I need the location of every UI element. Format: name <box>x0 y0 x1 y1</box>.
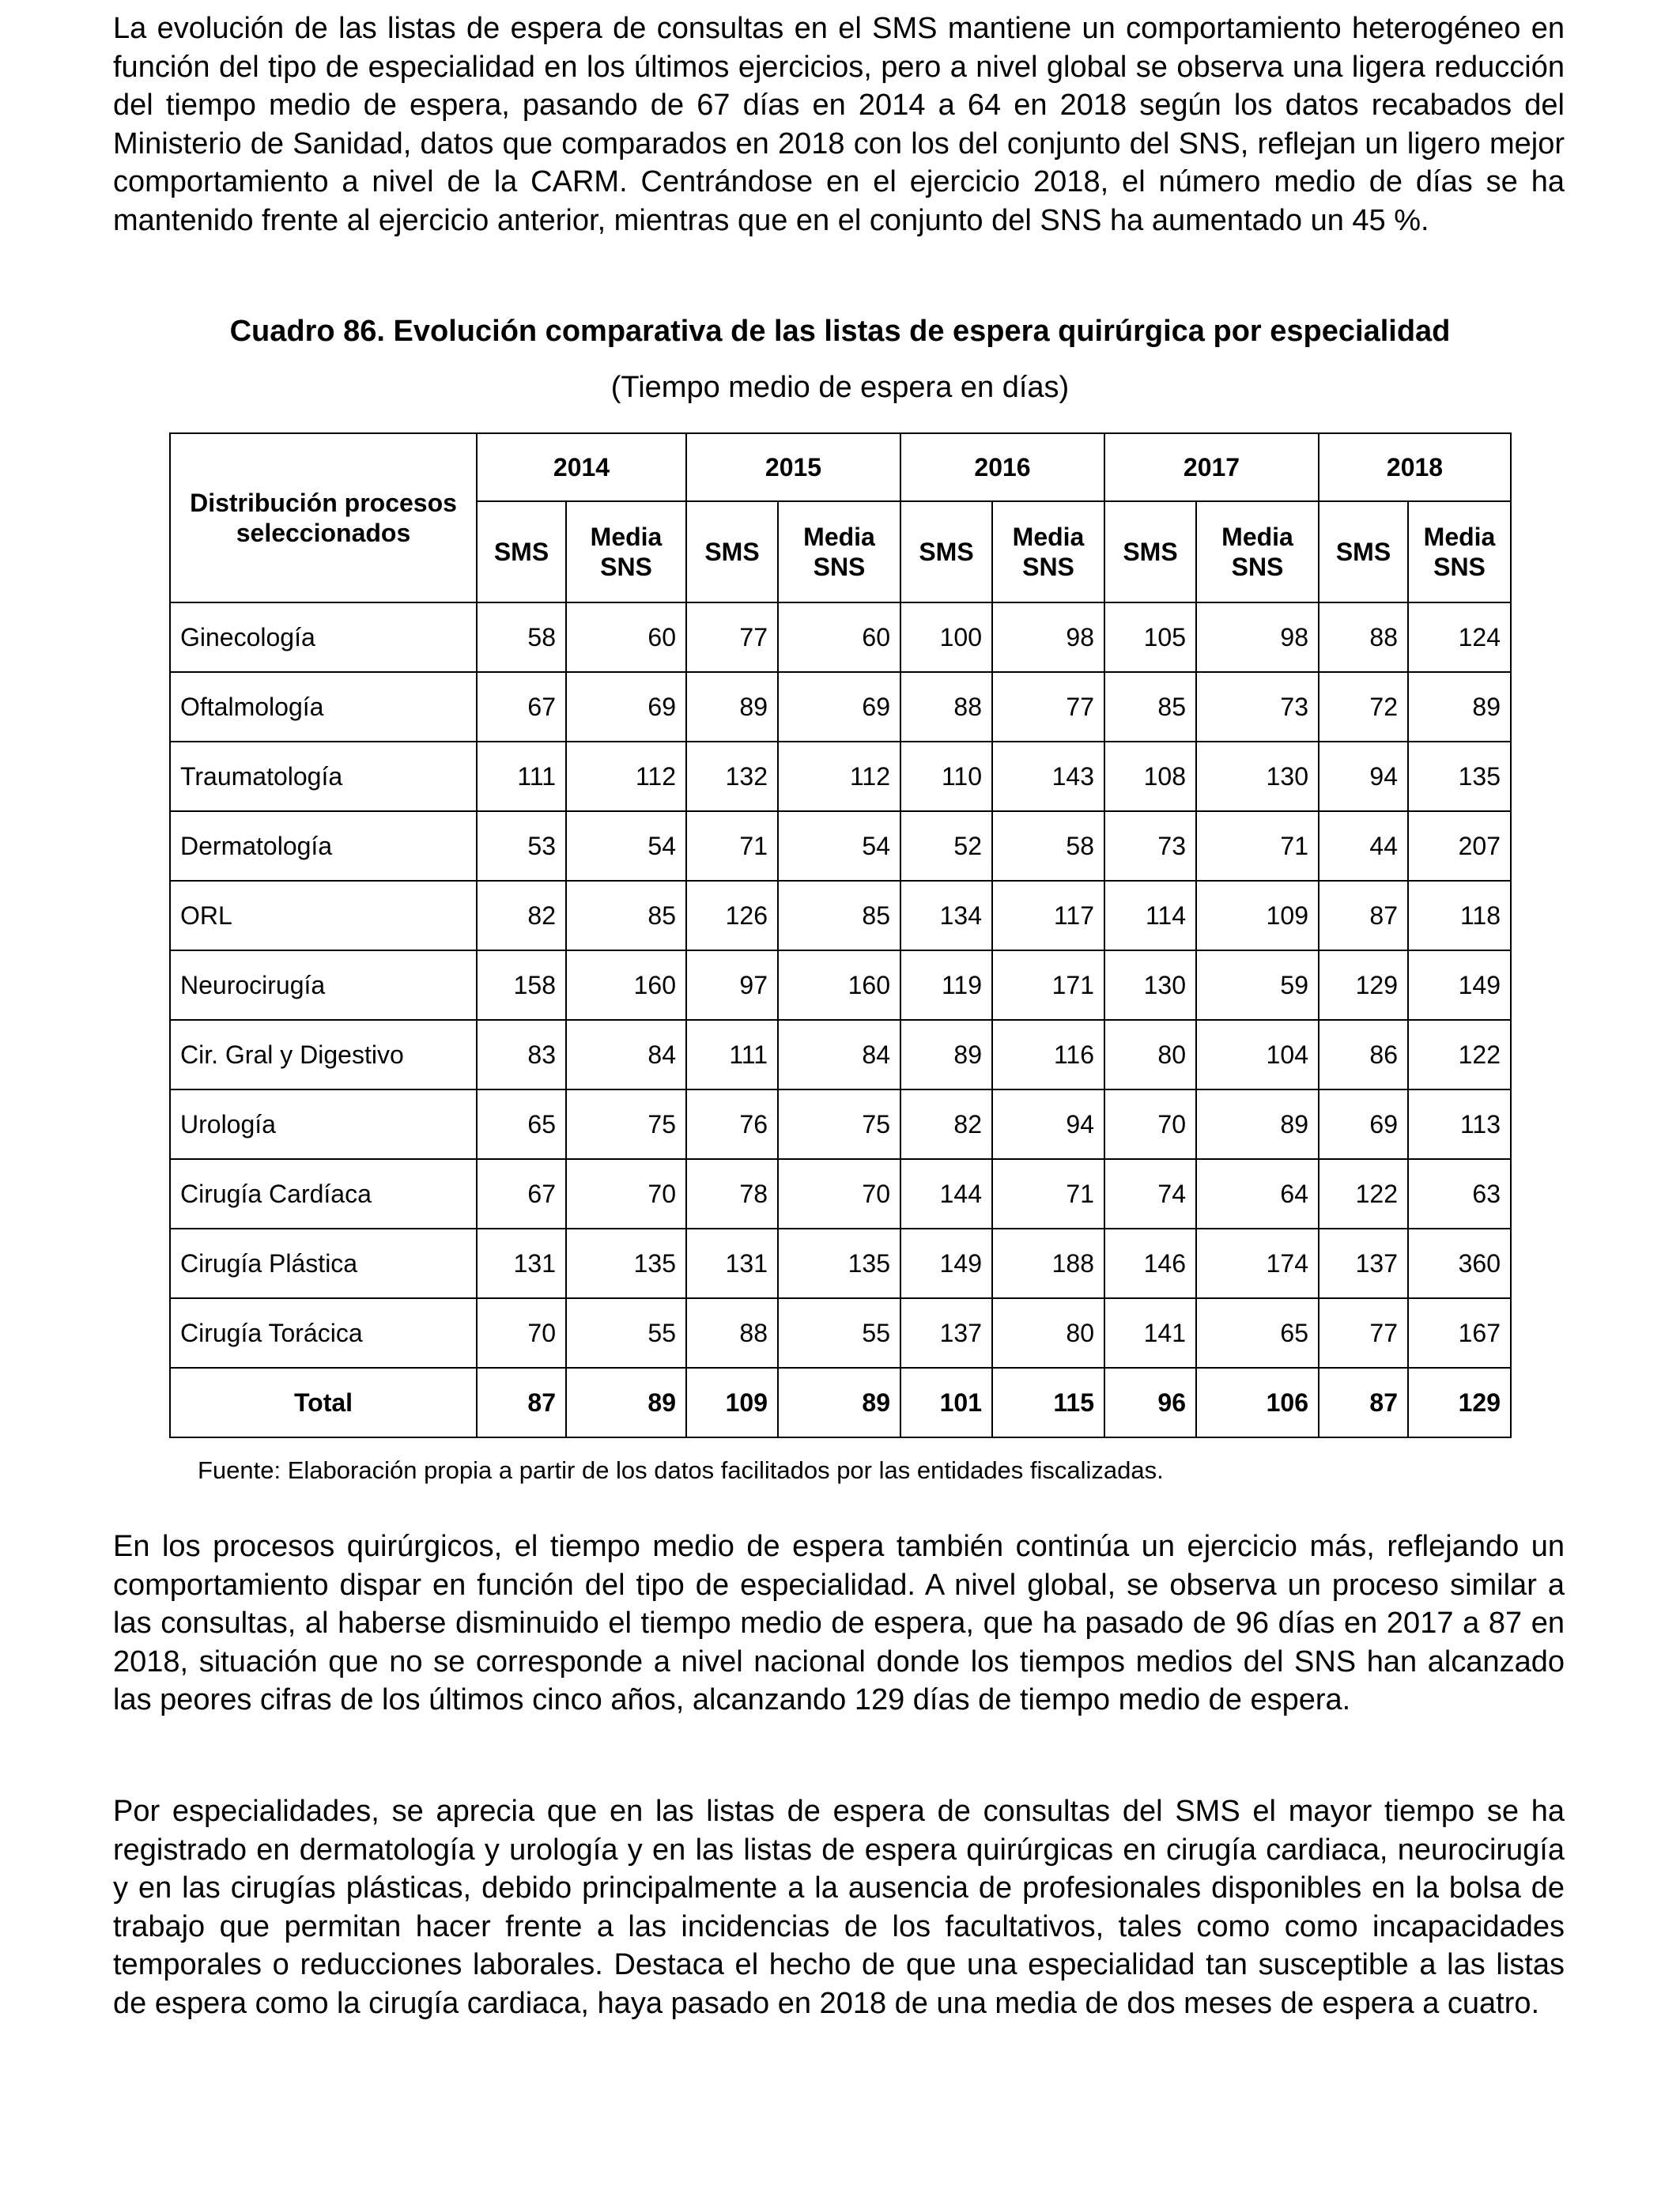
table-cell: 130 <box>1104 950 1196 1020</box>
table-cell: 167 <box>1408 1298 1511 1368</box>
table-cell: 174 <box>1196 1229 1319 1298</box>
year-header: 2016 <box>900 433 1104 501</box>
table-cell: 67 <box>477 672 566 742</box>
table-cell: 129 <box>1319 950 1408 1020</box>
table-cell: 89 <box>1408 672 1511 742</box>
source-note: Fuente: Elaboración propia a partir de los datos facilitados por las entidades fiscalizadas. <box>198 1456 1164 1484</box>
table-cell: 110 <box>900 742 992 811</box>
table-cell: 115 <box>992 1368 1104 1437</box>
year-header: 2015 <box>686 433 900 501</box>
table-cell: 78 <box>686 1159 778 1229</box>
table-cell: 89 <box>566 1368 686 1437</box>
table-cell: 71 <box>1196 811 1319 881</box>
table-cell: 122 <box>1408 1020 1511 1089</box>
table-row <box>170 1020 1511 1089</box>
table-cell: 70 <box>477 1298 566 1368</box>
table-cell: 207 <box>1408 811 1511 881</box>
table-row <box>170 950 1511 1020</box>
table-cell: 137 <box>1319 1229 1408 1298</box>
table-cell: 85 <box>778 881 900 950</box>
table-cell: 118 <box>1408 881 1511 950</box>
table-cell: 112 <box>778 742 900 811</box>
table-cell: 87 <box>1319 881 1408 950</box>
table-cell: 70 <box>778 1159 900 1229</box>
table-cell: 70 <box>566 1159 686 1229</box>
table-cell: 74 <box>1104 1159 1196 1229</box>
row-label: Traumatología <box>170 742 477 811</box>
table-cell: 75 <box>566 1089 686 1159</box>
row-label: Cirugía Cardíaca <box>170 1159 477 1229</box>
table-cell: 60 <box>778 602 900 672</box>
table-cell: 85 <box>1104 672 1196 742</box>
table-row <box>170 1229 1511 1298</box>
media-sns-subheader: Media SNS <box>778 501 900 602</box>
table-cell: 113 <box>1408 1089 1511 1159</box>
table-cell: 131 <box>686 1229 778 1298</box>
table-cell: 88 <box>1319 602 1408 672</box>
table-cell: 104 <box>1196 1020 1319 1089</box>
sms-subheader: SMS <box>1104 501 1196 602</box>
media-sns-subheader: Media SNS <box>992 501 1104 602</box>
year-header: 2018 <box>1319 433 1511 501</box>
table-cell: 64 <box>1196 1159 1319 1229</box>
table-cell: 114 <box>1104 881 1196 950</box>
table-cell: 73 <box>1196 672 1319 742</box>
table-cell: 144 <box>900 1159 992 1229</box>
table-cell: 76 <box>686 1089 778 1159</box>
table-cell: 84 <box>566 1020 686 1089</box>
table-cell: 141 <box>1104 1298 1196 1368</box>
sms-subheader: SMS <box>1319 501 1408 602</box>
media-sns-subheader: Media SNS <box>1196 501 1319 602</box>
table-cell: 109 <box>686 1368 778 1437</box>
row-label: Cir. Gral y Digestivo <box>170 1020 477 1089</box>
table-row <box>170 881 1511 950</box>
table-cell: 55 <box>778 1298 900 1368</box>
row-label: Oftalmología <box>170 672 477 742</box>
media-sns-subheader: Media SNS <box>1408 501 1511 602</box>
table-cell: 80 <box>1104 1020 1196 1089</box>
table-cell: 44 <box>1319 811 1408 881</box>
table-cell: 119 <box>900 950 992 1020</box>
table-cell: 75 <box>778 1089 900 1159</box>
table-cell: 188 <box>992 1229 1104 1298</box>
year-header: 2014 <box>477 433 686 501</box>
table-cell: 83 <box>477 1020 566 1089</box>
table-cell: 160 <box>778 950 900 1020</box>
table-cell: 58 <box>477 602 566 672</box>
table-cell: 71 <box>686 811 778 881</box>
specialties-paragraph: Por especialidades, se aprecia que en las listas de espera de consultas del SMS el mayor tiempo se ha registrado en dermatología y urología y en las listas de espera quirúrgicas en cirugía cardiaca, neurocirugía y en las cirugías plásticas, debido principalmente a la ausencia de profesionales disponibles en la bolsa de trabajo que permitan hacer frente a las incidencias de los facultativos, tales como como incapacidades temporales o reducciones laborales. Destaca el hecho de que una especialidad tan susceptible a las listas de espera como la cirugía cardiaca, haya pasado en 2018 de una media de dos meses de espera a cuatro. <box>113 1795 1565 2020</box>
table-cell: 131 <box>477 1229 566 1298</box>
table-cell: 126 <box>686 881 778 950</box>
table-cell: 88 <box>686 1298 778 1368</box>
table-cell: 160 <box>566 950 686 1020</box>
intro-paragraph: La evolución de las listas de espera de consultas en el SMS mantiene un comportamiento heterogéneo en función del tipo de especialidad en los últimos ejercicios, pero a nivel global se observa una ligera reducción del tiempo medio de espera, pasando de 67 días en 2014 a 64 en 2018 según los datos recabados del Ministerio de Sanidad, datos que comparados en 2018 con los del conjunto del SNS, reflejan un ligero mejor comportamiento a nivel de la CARM. Centrándose en el ejercicio 2018, el número medio de días se ha mantenido frente al ejercicio anterior, mientras que en el conjunto del SNS ha aumentado un 45 %. <box>113 12 1565 237</box>
table-cell: 53 <box>477 811 566 881</box>
table-cell: 65 <box>477 1089 566 1159</box>
sms-subheader: SMS <box>900 501 992 602</box>
table-cell: 67 <box>477 1159 566 1229</box>
table-cell: 101 <box>900 1368 992 1437</box>
table-cell: 122 <box>1319 1159 1408 1229</box>
row-label: Ginecología <box>170 602 477 672</box>
table-cell: 132 <box>686 742 778 811</box>
table-cell: 108 <box>1104 742 1196 811</box>
table-cell: 98 <box>1196 602 1319 672</box>
table-cell: 69 <box>778 672 900 742</box>
table-cell: 135 <box>778 1229 900 1298</box>
table-cell: 94 <box>992 1089 1104 1159</box>
sms-subheader: SMS <box>686 501 778 602</box>
table-row <box>170 742 1511 811</box>
table-cell: 97 <box>686 950 778 1020</box>
table-cell: 80 <box>992 1298 1104 1368</box>
media-sns-subheader: Media SNS <box>566 501 686 602</box>
table-cell: 94 <box>1319 742 1408 811</box>
table-cell: 86 <box>1319 1020 1408 1089</box>
table-cell: 100 <box>900 602 992 672</box>
table-cell: 111 <box>686 1020 778 1089</box>
row-label: Urología <box>170 1089 477 1159</box>
table-cell: 143 <box>992 742 1104 811</box>
table-cell: 116 <box>992 1020 1104 1089</box>
table-cell: 98 <box>992 602 1104 672</box>
table-cell: 87 <box>1319 1368 1408 1437</box>
row-label: ORL <box>170 881 477 950</box>
row-label: Neurocirugía <box>170 950 477 1020</box>
table-row <box>170 602 1511 672</box>
table-cell: 82 <box>477 881 566 950</box>
table-cell: 146 <box>1104 1229 1196 1298</box>
table-cell: 55 <box>566 1298 686 1368</box>
table-row <box>170 1089 1511 1159</box>
table-cell: 72 <box>1319 672 1408 742</box>
table-cell: 77 <box>1319 1298 1408 1368</box>
table-cell: 85 <box>566 881 686 950</box>
table-cell: 109 <box>1196 881 1319 950</box>
table-cell: 69 <box>1319 1089 1408 1159</box>
table-cell: 124 <box>1408 602 1511 672</box>
waiting-list-table <box>169 432 1512 1438</box>
table-cell: 117 <box>992 881 1104 950</box>
table-cell: 135 <box>1408 742 1511 811</box>
sms-subheader: SMS <box>477 501 566 602</box>
table-row <box>170 672 1511 742</box>
table-cell: 171 <box>992 950 1104 1020</box>
table-cell: 134 <box>900 881 992 950</box>
table-cell: 60 <box>566 602 686 672</box>
table-cell: 105 <box>1104 602 1196 672</box>
table-cell: 59 <box>1196 950 1319 1020</box>
table-subtitle: (Tiempo medio de espera en días) <box>610 371 1070 404</box>
table-cell: 70 <box>1104 1089 1196 1159</box>
row-label: Total <box>170 1368 477 1437</box>
table-cell: 137 <box>900 1298 992 1368</box>
surgical-paragraph: En los procesos quirúrgicos, el tiempo medio de espera también continúa un ejercicio más, reflejando un comportamiento dispar en función del tipo de especialidad. A nivel global, se observa un proceso similar a las consultas, al haberse disminuido el tiempo medio de espera, que ha pasado de 96 días en 2017 a 87 en 2018, situación que no se corresponde a nivel nacional donde los tiempos medios del SNS han alcanzado las peores cifras de los últimos cinco años, alcanzando 129 días de tiempo medio de espera. <box>113 1530 1565 1716</box>
table-cell: 135 <box>566 1229 686 1298</box>
table-cell: 129 <box>1408 1368 1511 1437</box>
row-label: Dermatología <box>170 811 477 881</box>
table-cell: 58 <box>992 811 1104 881</box>
table-cell: 54 <box>778 811 900 881</box>
table-cell: 89 <box>778 1368 900 1437</box>
table-cell: 106 <box>1196 1368 1319 1437</box>
table-cell: 158 <box>477 950 566 1020</box>
table-cell: 71 <box>992 1159 1104 1229</box>
year-header: 2017 <box>1104 433 1319 501</box>
table-cell: 54 <box>566 811 686 881</box>
table-cell: 130 <box>1196 742 1319 811</box>
table-cell: 82 <box>900 1089 992 1159</box>
table-row <box>170 811 1511 881</box>
table-cell: 360 <box>1408 1229 1511 1298</box>
table-cell: 112 <box>566 742 686 811</box>
table-cell: 87 <box>477 1368 566 1437</box>
table-row <box>170 1298 1511 1368</box>
table-cell: 149 <box>1408 950 1511 1020</box>
total-row <box>170 1368 1511 1437</box>
table-cell: 63 <box>1408 1159 1511 1229</box>
table-cell: 84 <box>778 1020 900 1089</box>
row-label: Cirugía Torácica <box>170 1298 477 1368</box>
table-cell: 77 <box>992 672 1104 742</box>
table-cell: 89 <box>686 672 778 742</box>
header-label: Distribución procesos seleccionados <box>170 433 477 602</box>
table-cell: 89 <box>900 1020 992 1089</box>
table-row <box>170 1159 1511 1229</box>
table-cell: 111 <box>477 742 566 811</box>
table-cell: 69 <box>566 672 686 742</box>
table-cell: 77 <box>686 602 778 672</box>
row-label: Cirugía Plástica <box>170 1229 477 1298</box>
table-cell: 89 <box>1196 1089 1319 1159</box>
table-cell: 73 <box>1104 811 1196 881</box>
table-cell: 52 <box>900 811 992 881</box>
table-cell: 65 <box>1196 1298 1319 1368</box>
table-cell: 88 <box>900 672 992 742</box>
table-title: Cuadro 86. Evolución comparativa de las listas de espera quirúrgica por especialidad <box>229 315 1451 348</box>
table-cell: 96 <box>1104 1368 1196 1437</box>
table-cell: 149 <box>900 1229 992 1298</box>
